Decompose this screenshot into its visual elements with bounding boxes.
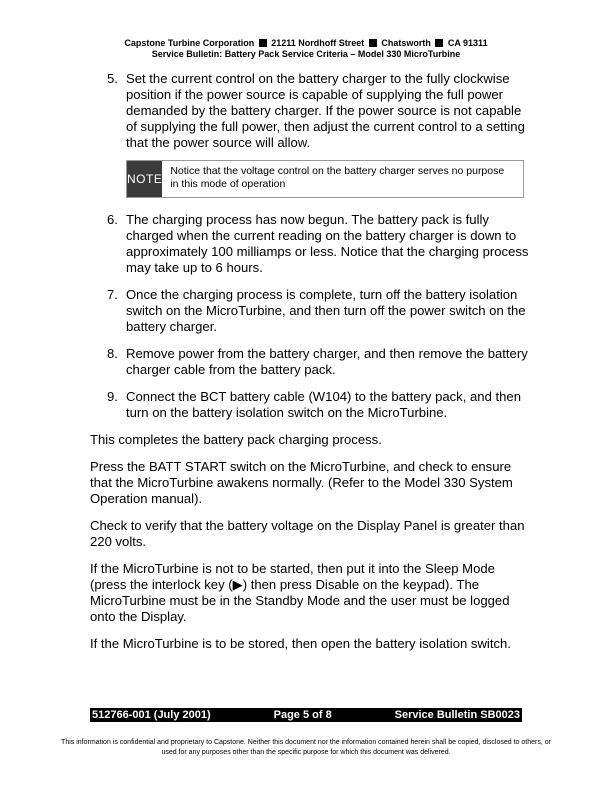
note-label: NOTE: [127, 161, 162, 197]
paragraph-sleep-mode: If the MicroTurbine is not to be started, then put it into the Sleep Mode (press the interlock key (▶) then press Disable on the keypad). The MicroTurbine must be in the Standby Mode and the user must be logged onto the Display.: [90, 561, 510, 624]
company-address-line: [0, 38, 612, 49]
street-address: 21211 Nordhoff Street: [271, 38, 365, 48]
step-number: 9.: [107, 389, 118, 404]
paragraph-storage: If the MicroTurbine is to be stored, then open the battery isolation switch.: [90, 636, 511, 651]
step-item: [90, 287, 530, 335]
step-text: The charging process has now begun. The battery pack is fully charged when the current reading on the battery charger is down to approximately 100 milliamps or less. Notice that the charging process may take up to 6 hours.: [126, 212, 529, 275]
note-text: Notice that the voltage control on the battery charger serves no purpose in this mode of operation: [170, 165, 505, 190]
page-number: Page 5 of 8: [273, 709, 332, 721]
bulletin-title: Service Bulletin: Battery Pack Service Criteria – Model 330 MicroTurbine: [151, 49, 461, 59]
confidentiality-notice: This information is confidential and proprietary to Capstone. Neither this document nor the information contained herein shall be copied, disclosed to others, or used for any purposes other than the specific purpose for which this document was delivered.: [61, 739, 551, 756]
step-number: 6.: [107, 212, 118, 227]
procedure-steps-continued: [90, 212, 530, 421]
state-zip: CA 91311: [447, 38, 488, 48]
step-text: Once the charging process is complete, turn off the battery isolation switch on the MicroTurbine, and then turn off the power switch on the battery charger.: [126, 287, 526, 334]
step-item: [90, 212, 530, 276]
step-text: Set the current control on the battery charger to the fully clockwise position if the power source is capable of supplying the full power demanded by the battery charger. If the power source is not capable of supplying the full power, then adjust the current control to a setting that the power source will allow.: [126, 71, 525, 150]
step-text: Connect the BCT battery cable (W104) to the battery pack, and then turn on the battery isolation switch on the MicroTurbine.: [126, 389, 521, 420]
city: Chatsworth: [381, 38, 431, 48]
procedure-steps: [90, 71, 530, 151]
separator-square-icon: [435, 39, 443, 47]
step-number: 5.: [107, 71, 118, 86]
step-item: [90, 389, 530, 421]
page-header: [0, 38, 612, 60]
paragraph-charging-complete: This completes the battery pack charging process.: [90, 432, 382, 447]
step-number: 7.: [107, 287, 118, 302]
company-name: Capstone Turbine Corporation: [124, 38, 255, 48]
step-text: Remove power from the battery charger, and then remove the battery charger cable from the battery pack.: [126, 346, 528, 377]
bulletin-number: Service Bulletin SB0023: [394, 709, 520, 721]
step-item: [90, 346, 530, 378]
step-item: [90, 71, 530, 151]
document-number: 512766-001 (July 2001): [92, 709, 211, 721]
note-box: [126, 160, 524, 198]
separator-square-icon: [369, 39, 377, 47]
separator-square-icon: [259, 39, 267, 47]
paragraph-batt-start: Press the BATT START switch on the MicroTurbine, and check to ensure that the MicroTurbine awakens normally. (Refer to the Model 330 System Operation manual).: [90, 459, 513, 506]
step-number: 8.: [107, 346, 118, 361]
paragraph-battery-voltage: Check to verify that the battery voltage on the Display Panel is greater than 220 volts.: [90, 518, 525, 549]
document-body: [90, 71, 530, 663]
footer-bar: [90, 708, 522, 722]
